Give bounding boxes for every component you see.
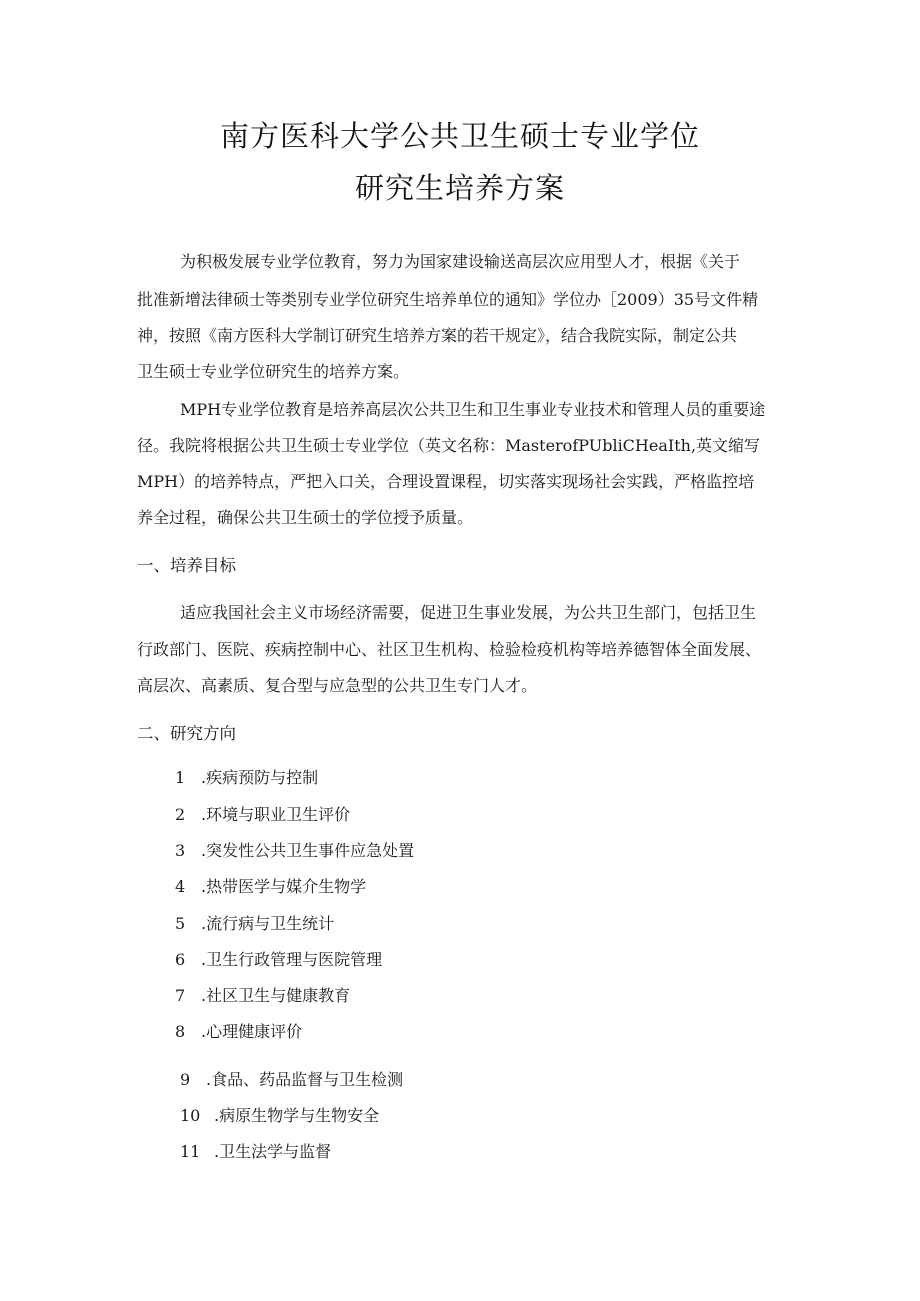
list-item-number: 3 — [175, 841, 186, 860]
list-item-text: .流行病与卫生统计 — [201, 914, 335, 933]
list-item-text: .热带医学与媒介生物学 — [201, 877, 367, 896]
paragraph-line: 神，按照《南方医科大学制订研究生培养方案的若干规定》，结合我院实际，制定公共 — [137, 326, 738, 345]
list-item — [175, 1019, 302, 1042]
paragraph-line: MPH专业学位教育是培养高层次公共卫生和卫生事业专业技术和管理人员的重要途 — [180, 400, 766, 419]
list-item — [175, 983, 350, 1006]
paragraph-line: 径。我院将根据公共卫生硕士专业学位（英文名称：MasterofPUbliCHeaIth,英文缩写 — [137, 436, 761, 455]
paragraph-line: 卫生硕士专业学位研究生的培养方案。 — [137, 362, 410, 381]
list-item — [175, 911, 334, 934]
section-heading-research-directions: 二、研究方向 — [137, 724, 236, 743]
list-item-text: .突发性公共卫生事件应急处置 — [201, 841, 415, 860]
list-item-number: 11 — [180, 1142, 201, 1161]
section-heading-objectives: 一、培养目标 — [137, 556, 236, 575]
paragraph-line: 适应我国社会主义市场经济需要，促进卫生事业发展，为公共卫生部门，包括卫生 — [180, 603, 757, 622]
list-item — [175, 874, 366, 897]
list-item-number: 2 — [175, 805, 186, 824]
list-item — [175, 802, 350, 825]
list-item-text: .疾病预防与控制 — [201, 768, 319, 787]
list-item-number: 10 — [180, 1106, 201, 1125]
list-item-number: 8 — [175, 1022, 186, 1041]
document-title-line1: 南方医科大学公共卫生硕士专业学位 — [219, 119, 700, 153]
paragraph-line: 批准新增法律硕士等类别专业学位研究生培养单位的通知》学位办［2009）35号文件精 — [137, 290, 759, 309]
list-item-number: 6 — [175, 950, 186, 969]
list-item-text: .食品、药品监督与卫生检测 — [206, 1070, 404, 1089]
list-item — [175, 947, 382, 970]
list-item-text: .卫生行政管理与医院管理 — [201, 950, 383, 969]
list-item-text: .社区卫生与健康教育 — [201, 986, 351, 1005]
paragraph-line: 养全过程，确保公共卫生硕士的学位授予质量。 — [137, 508, 474, 527]
list-item-number: 5 — [175, 914, 186, 933]
list-item — [180, 1067, 403, 1090]
list-item-number: 1 — [175, 768, 186, 787]
list-item-text: .环境与职业卫生评价 — [201, 805, 351, 824]
list-item — [180, 1139, 331, 1162]
list-item — [175, 838, 414, 861]
list-item — [180, 1103, 379, 1126]
list-item-number: 4 — [175, 877, 186, 896]
document-title-line2: 研究生培养方案 — [354, 171, 565, 205]
list-item-number: 7 — [175, 986, 186, 1005]
list-item-text: .病原生物学与生物安全 — [214, 1106, 380, 1125]
paragraph-line: 为积极发展专业学位教育，努力为国家建设输送高层次应用型人才，根据《关于 — [180, 252, 741, 271]
list-item-number: 9 — [180, 1070, 191, 1089]
paragraph-line: 行政部门、医院、疾病控制中心、社区卫生机构、检验检疫机构等培养德智体全面发展、 — [137, 640, 762, 659]
list-item-text: .心理健康评价 — [201, 1022, 303, 1041]
list-item — [175, 765, 318, 788]
list-item-text: .卫生法学与监督 — [214, 1142, 332, 1161]
paragraph-line: 高层次、高素质、复合型与应急型的公共卫生专门人才。 — [137, 676, 538, 695]
paragraph-line: MPH）的培养特点，严把入口关，合理设置课程，切实落实现场社会实践，严格监控培 — [137, 472, 755, 491]
